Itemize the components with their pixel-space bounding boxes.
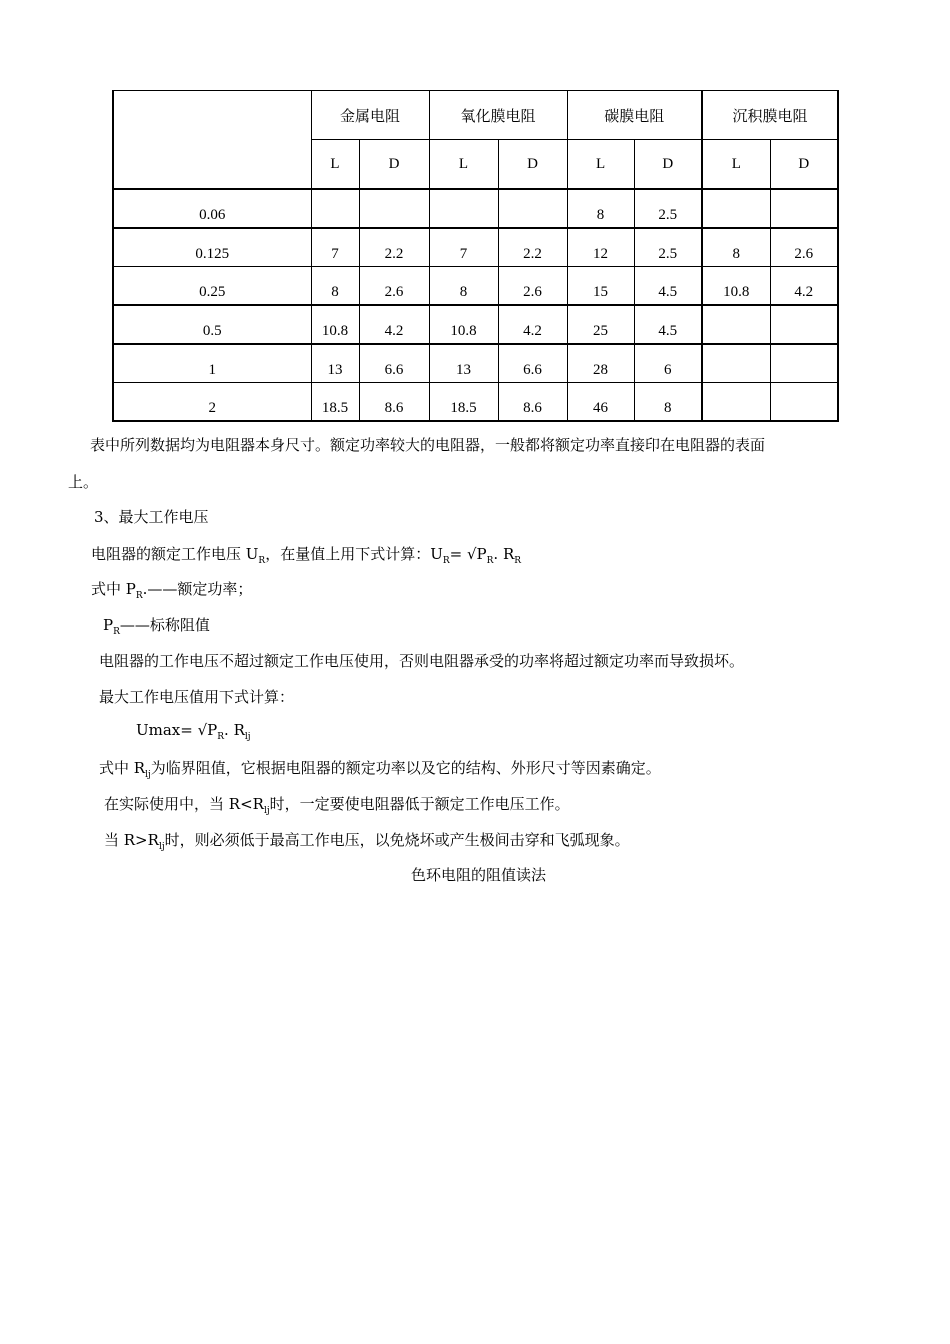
resistor-size-table	[112, 90, 839, 422]
group-header: 氧化膜电阻	[429, 91, 567, 140]
data-cell: 8	[634, 383, 702, 422]
power-cell: 1	[113, 344, 311, 383]
sub-header: D	[359, 140, 429, 190]
data-cell: 4.5	[634, 305, 702, 344]
usage-greater-than-line: 当 $R>R_{lj}$时，则必须低于最高工作电压，以免烧坏或产生极间击穿和飞弧现象。	[104, 831, 630, 852]
data-cell: 8	[429, 267, 498, 306]
table-row	[113, 305, 838, 344]
data-cell: 4.2	[498, 305, 567, 344]
sub-header: L	[429, 140, 498, 190]
corner-cell	[113, 91, 311, 190]
data-cell: 8.6	[498, 383, 567, 422]
sub-header: D	[634, 140, 702, 190]
sub-header: D	[770, 140, 838, 190]
data-cell: 10.8	[311, 305, 359, 344]
data-cell: 2.5	[634, 189, 702, 228]
data-cell: 2.6	[770, 228, 838, 267]
where-pr-line: 式中 $P_R.——$额定功率；	[91, 580, 253, 601]
sub-header: L	[567, 140, 634, 190]
data-cell: 18.5	[429, 383, 498, 422]
max-voltage-intro: 最大工作电压值用下式计算：	[99, 688, 295, 706]
data-cell: 7	[429, 228, 498, 267]
data-cell: 46	[567, 383, 634, 422]
data-cell: 25	[567, 305, 634, 344]
data-cell: 10.8	[702, 267, 770, 306]
data-cell: 4.5	[634, 267, 702, 306]
data-cell	[359, 189, 429, 228]
table-row	[113, 344, 838, 383]
data-cell: 2.2	[359, 228, 429, 267]
power-cell: 2	[113, 383, 311, 422]
color-code-title: 色环电阻的阻值读法	[411, 866, 547, 884]
group-header: 沉积膜电阻	[702, 91, 838, 140]
group-header: 金属电阻	[311, 91, 429, 140]
data-cell: 2.5	[634, 228, 702, 267]
sub-header: L	[311, 140, 359, 190]
umax-formula: $Umax= √P_R$. $R_{lj}$	[136, 721, 251, 742]
data-cell	[311, 189, 359, 228]
sub-header: L	[702, 140, 770, 190]
data-cell	[498, 189, 567, 228]
table-row	[113, 267, 838, 306]
data-cell: 15	[567, 267, 634, 306]
table-note-continued: 上。	[68, 473, 99, 491]
power-cell: 0.06	[113, 189, 311, 228]
table-row	[113, 228, 838, 267]
data-cell: 18.5	[311, 383, 359, 422]
data-cell: 2.6	[359, 267, 429, 306]
data-cell	[702, 189, 770, 228]
data-cell: 13	[429, 344, 498, 383]
group-header: 碳膜电阻	[567, 91, 702, 140]
sub-header: D	[498, 140, 567, 190]
data-cell	[702, 383, 770, 422]
data-cell: 4.2	[770, 267, 838, 306]
data-cell	[770, 189, 838, 228]
warning-paragraph: 电阻器的工作电压不超过额定工作电压使用，否则电阻器承受的功率将超过额定功率而导致损坏。	[99, 652, 745, 670]
data-cell: 8	[702, 228, 770, 267]
power-cell: 0.25	[113, 267, 311, 306]
data-cell	[702, 344, 770, 383]
section-heading: 3、最大工作电压	[94, 508, 209, 526]
data-cell	[770, 383, 838, 422]
data-cell	[770, 344, 838, 383]
power-cell: 0.5	[113, 305, 311, 344]
data-cell: 8	[567, 189, 634, 228]
data-cell: 4.2	[359, 305, 429, 344]
rated-voltage-formula: 电阻器的额定工作电压 $U_R$，在量值上用下式计算：$U_R= √P_R$. $R_R$	[91, 545, 522, 566]
table-note: 表中所列数据均为电阻器本身尺寸。额定功率较大的电阻器，一般都将额定功率直接印在电阻器的表面	[90, 436, 766, 454]
critical-resistance-line: 式中 $R_{lj}$为临界阻值，它根据电阻器的额定功率以及它的结构、外形尺寸等因素确定。	[99, 759, 661, 780]
data-cell	[770, 305, 838, 344]
data-cell: 2.2	[498, 228, 567, 267]
data-cell: 12	[567, 228, 634, 267]
data-cell: 6	[634, 344, 702, 383]
data-cell	[702, 305, 770, 344]
table-row	[113, 189, 838, 228]
data-cell: 8.6	[359, 383, 429, 422]
data-cell: 7	[311, 228, 359, 267]
data-cell: 13	[311, 344, 359, 383]
data-cell: 10.8	[429, 305, 498, 344]
data-cell	[429, 189, 498, 228]
data-cell: 28	[567, 344, 634, 383]
data-cell: 6.6	[498, 344, 567, 383]
usage-less-than-line: 在实际使用中，当 $R<R_{lj}$时，一定要使电阻器低于额定工作电压工作。	[104, 795, 570, 816]
table-row	[113, 383, 838, 422]
data-cell: 2.6	[498, 267, 567, 306]
data-cell: 8	[311, 267, 359, 306]
nominal-resistance-line: $P_R——$标称阻值	[103, 616, 210, 637]
data-cell: 6.6	[359, 344, 429, 383]
power-cell: 0.125	[113, 228, 311, 267]
